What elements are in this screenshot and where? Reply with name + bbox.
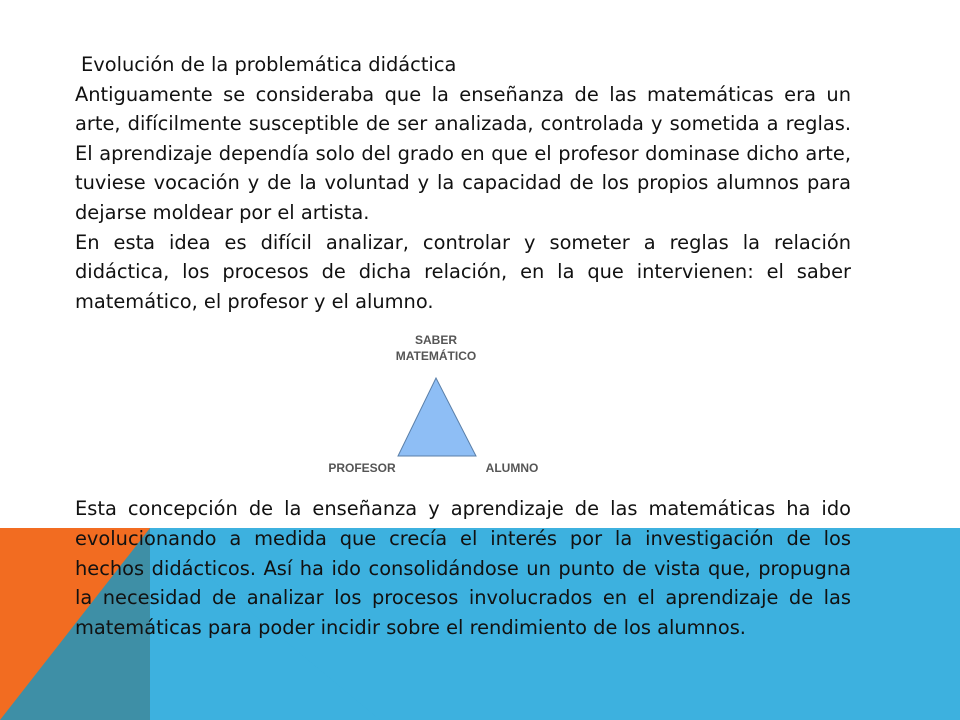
slide-content <box>75 50 851 642</box>
didactic-triangle <box>398 378 476 456</box>
diagram-label-profesor: PROFESOR <box>328 461 396 476</box>
diagram-label-saber: SABER <box>414 333 458 348</box>
diagram-container <box>75 316 851 494</box>
didactic-triangle-diagram <box>320 318 550 488</box>
diagram-label-matematico: MATEMÁTICO <box>395 349 477 364</box>
paragraph-1: Antiguamente se consideraba que la enseñanza de las matemáticas era un arte, difícilmente susceptible de ser analizada, controlada y sometida a reglas. El aprendizaje dependía solo del grado en que el profesor dominase dicho arte, tuviese vocación y de la voluntad y la capacidad de los propios alumnos para dejarse moldear por el artista. <box>75 82 851 224</box>
paragraph-3: Esta concepción de la enseñanza y aprendizaje de las matemáticas ha ido evolucionando a medida que crecía el interés por la investigación de los hechos didácticos. Así ha ido consolidándose un punto de vista que, propugna la necesidad de analizar los procesos involucrados en el aprendizaje de las matemáticas para poder incidir sobre el rendimiento de los alumnos. <box>75 497 851 639</box>
paragraph-2: En esta idea es difícil analizar, controlar y someter a reglas la relación didáctica, los procesos de dicha relación, en la que intervienen: el saber matemático, el profesor y el alumno. <box>75 230 851 313</box>
slide-title: Evolución de la problemática didáctica <box>81 53 457 76</box>
diagram-label-alumno: ALUMNO <box>485 461 539 476</box>
